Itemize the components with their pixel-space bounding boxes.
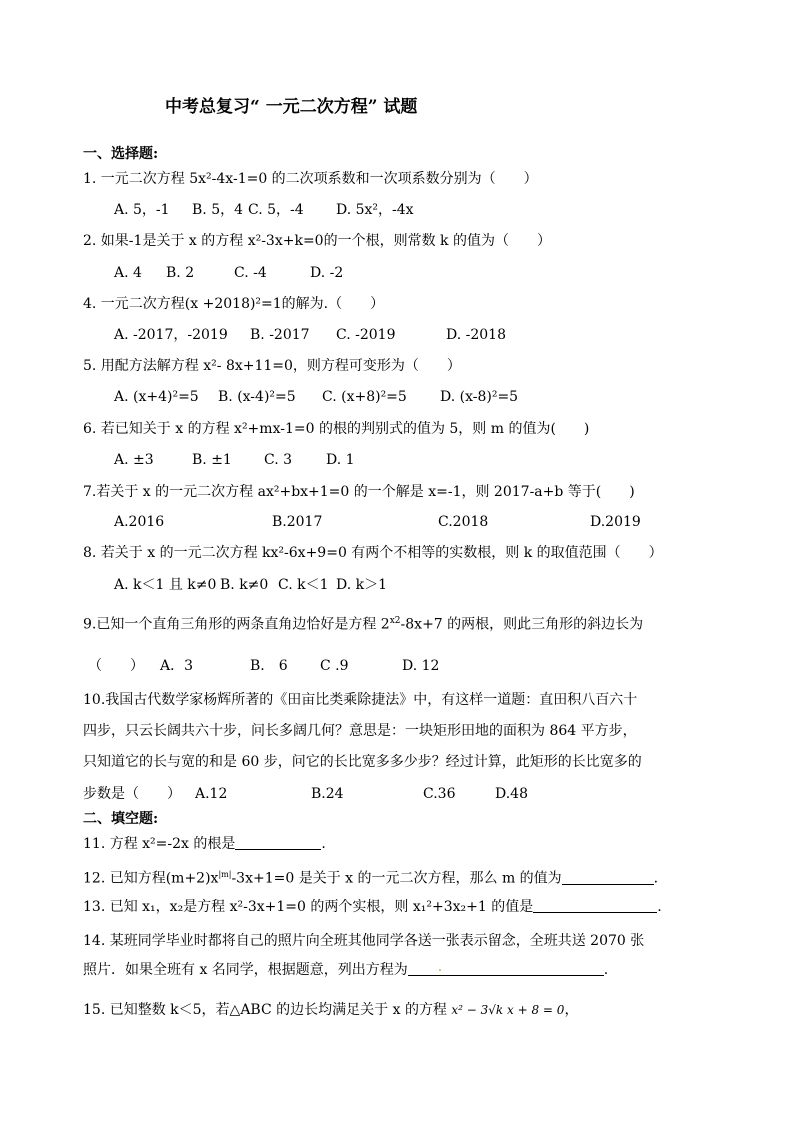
question-14-line-2 — [83, 961, 608, 979]
q9-stem-end: -8x+7 的两根，则此三角形的斜边长为 — [400, 616, 644, 633]
q12-stem-start: 12. 已知方程(m+2)x — [83, 870, 219, 887]
q5-option-d: D. (x-8)²=5 — [440, 389, 519, 405]
q1-option-a: A. 5，-1 — [114, 202, 170, 218]
q10-option-a: A.12 — [195, 786, 228, 802]
q9-option-b: B. 6 — [250, 658, 288, 674]
q12-period: . — [653, 870, 659, 887]
q13-stem: 13. 已知 x₁，x₂是方程 x²-3x+1=0 的两个实根，则 x₁²+3x₂+1 的值是 — [83, 899, 534, 915]
q14-period: . — [603, 962, 609, 978]
q4-option-c: C. -2019 — [336, 327, 396, 343]
q11-period: . — [321, 836, 326, 852]
q1-option-c: C. 5，-4 — [248, 202, 304, 218]
question-6-stem: 6. 若已知关于 x 的方程 x²+mx-1=0 的根的判别式的值为 5，则 m 的值为( ) — [83, 421, 590, 437]
q12-stem-end: -3x+1=0 是关于 x 的一元二次方程，那么 m 的值为 — [231, 870, 562, 887]
question-10-line-4 — [83, 785, 528, 803]
q9-stem-start: 9.已知一个直角三角形的两条直角边恰好是方程 2 — [83, 616, 390, 633]
q4-option-a: A. -2017，-2019 — [114, 327, 228, 343]
q9-option-c: C .9 — [320, 658, 349, 674]
question-10-line-2: 四步，只云长阔共六十步，问长多阔几何？意思是：一块矩形田地的面积为 864 平方步， — [83, 723, 637, 739]
question-5-options — [114, 388, 518, 406]
q7-option-a: A.2016 — [114, 514, 165, 530]
q2-option-c: C. -4 — [234, 265, 267, 281]
q5-option-a: A. (x+4)²=5 — [114, 389, 199, 405]
q2-option-a: A. 4 — [114, 265, 142, 281]
q9-stem-exponent: 2 — [394, 616, 401, 626]
q6-option-a: A. ±3 — [114, 452, 154, 468]
question-12 — [83, 866, 658, 888]
question-13 — [83, 898, 662, 916]
q14-answer-blank[interactable] — [408, 961, 604, 976]
q8-option-b: B. k≠0 — [220, 577, 269, 593]
q15-comma: ， — [564, 1002, 579, 1018]
q1-option-d: D. 5x²，-4x — [336, 202, 414, 218]
q13-answer-blank[interactable] — [533, 898, 657, 913]
section-choice-heading: 一、选择题: — [83, 146, 159, 162]
question-14-line-1: 14. 某班同学毕业时都将自己的照片向全班其他同学各送一张表示留念，全班共送 2070 张 — [83, 933, 645, 949]
q9-option-a: A．3 — [160, 658, 194, 674]
question-9-options — [88, 657, 439, 675]
q15-equation: x² − 3√k x + 8 = 0 — [451, 1003, 565, 1017]
q2-option-d: D. -2 — [310, 265, 344, 281]
question-7-options — [114, 513, 641, 531]
q6-option-d: D. 1 — [326, 452, 355, 468]
q7-option-c: C.2018 — [438, 514, 489, 530]
question-7-stem: 7.若关于 x 的一元二次方程 ax²+bx+1=0 的一个解是 x=-1，则 2017-a+b 等于( ) — [83, 484, 635, 500]
q9-option-d: D. 12 — [402, 658, 440, 674]
question-6-options — [114, 451, 355, 469]
question-5-stem: 5. 用配方法解方程 x²- 8x+11=0，则方程可变形为（ ） — [83, 358, 461, 374]
q5-option-b: B. (x-4)²=5 — [218, 389, 296, 405]
q10-option-c: C.36 — [423, 786, 456, 802]
q2-option-b: B. 2 — [166, 265, 195, 281]
question-2-stem: 2. 如果-1是关于 x 的方程 x²-3x+k=0的一个根，则常数 k 的值为（ ） — [83, 233, 551, 249]
q12-exponent: |m| — [218, 870, 232, 879]
q14-stem: 照片．如果全班有 x 名同学，根据题意，列出方程为 — [83, 962, 408, 978]
question-8-stem: 8. 若关于 x 的一元二次方程 kx²-6x+9=0 有两个不相等的实数根，则 k 的取值范围（ ） — [83, 545, 663, 561]
q7-option-d: D.2019 — [590, 514, 641, 530]
section-fill-heading: 二、填空题: — [83, 811, 159, 827]
question-1-options — [114, 201, 414, 219]
q1-option-b: B. 5，4 — [192, 202, 244, 218]
question-4-options — [114, 326, 506, 344]
q10-option-d: D.48 — [495, 786, 528, 802]
question-10-line-1: 10.我国古代数学家杨辉所著的《田亩比类乘除捷法》中，有这样一道题：直田积八百六十 — [83, 692, 638, 708]
q5-option-c: C. (x+8)²=5 — [322, 389, 407, 405]
q12-answer-blank[interactable] — [562, 870, 654, 885]
q9-answer-paren: （ ） — [88, 658, 144, 674]
q10-answer-prompt: 步数是（ ） — [83, 786, 181, 802]
page-title: 中考总复习“ 一元二次方程” 试题 — [165, 97, 418, 117]
q8-option-d: D. k＞1 — [336, 577, 388, 593]
q4-option-b: B. -2017 — [250, 327, 310, 343]
q8-option-c: C. k＜1 — [278, 577, 329, 593]
q6-option-b: B. ±1 — [192, 452, 232, 468]
question-4-stem: 4. 一元二次方程(x +2018)²=1的解为.（ ） — [83, 296, 385, 312]
question-9-stem — [83, 612, 643, 634]
question-1-stem: 1. 一元二次方程 5x²-4x-1=0 的二次项系数和一次项系数分别为（ ） — [83, 171, 538, 187]
q15-stem: 15. 已知整数 k＜5，若△ABC 的边长均满足关于 x 的方程 — [83, 1002, 447, 1018]
q13-period: . — [657, 899, 662, 915]
q9-stem-exponent-var: x — [389, 616, 395, 626]
question-2-options — [114, 264, 343, 282]
q11-stem: 11. 方程 x²=-2x 的根是 — [83, 836, 236, 852]
q10-option-b: B.24 — [311, 786, 344, 802]
question-11 — [83, 835, 326, 853]
question-15 — [83, 1001, 578, 1019]
q11-answer-blank[interactable] — [235, 835, 321, 850]
q6-option-c: C. 3 — [264, 452, 293, 468]
q7-option-b: B.2017 — [272, 514, 323, 530]
question-8-options — [114, 576, 387, 594]
q14-blank-mark: . — [437, 959, 443, 975]
q4-option-d: D. -2018 — [446, 327, 506, 343]
q8-option-a: A. k＜1 且 k≠0 — [114, 577, 217, 593]
question-10-line-3: 只知道它的长与宽的和是 60 步，问它的长比宽多多少步？经过计算，此矩形的长比宽多的 — [83, 754, 642, 770]
